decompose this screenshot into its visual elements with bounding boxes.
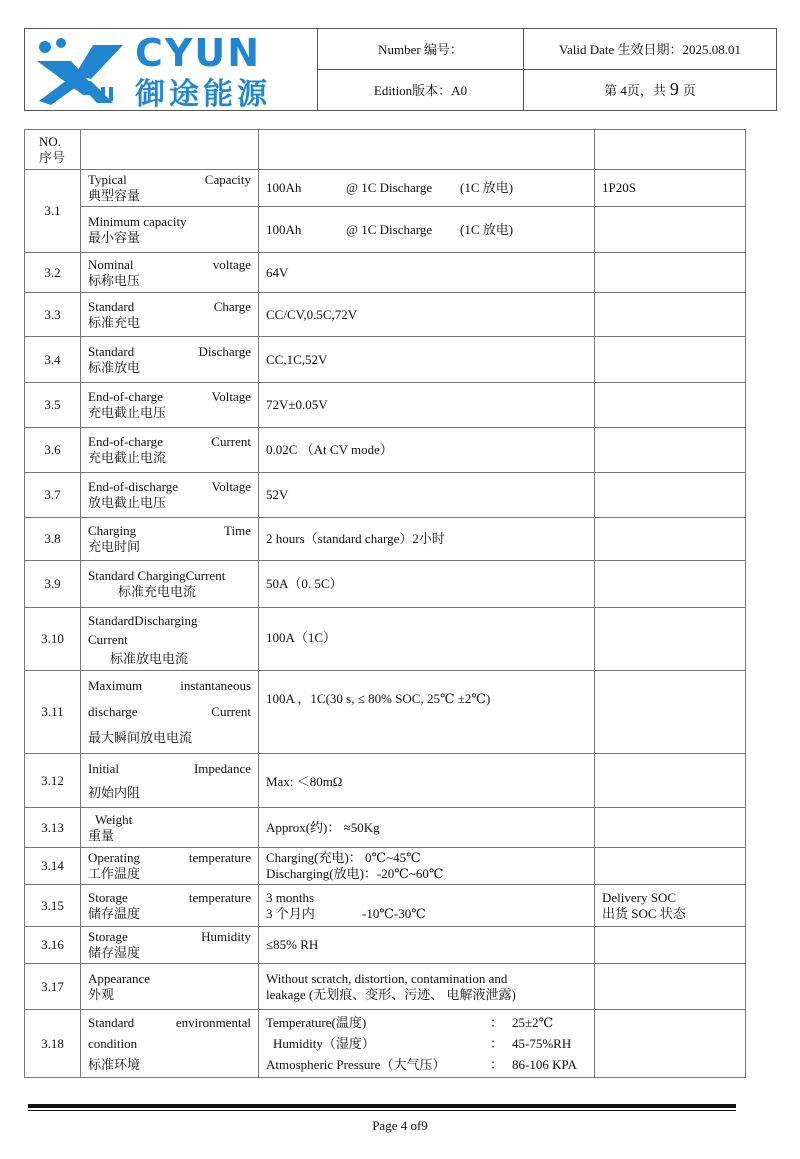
item-en: Storage bbox=[88, 929, 128, 944]
page-suffix: 页 bbox=[682, 83, 696, 99]
page-count-field bbox=[523, 70, 776, 111]
value-part: -10℃-30℃ bbox=[362, 905, 426, 921]
number-field: Number 编号： bbox=[318, 29, 523, 70]
table-row bbox=[25, 754, 746, 808]
row-value: Max: ＜80mΩ bbox=[259, 754, 595, 808]
item-en: Storage bbox=[88, 889, 128, 905]
footer-rule-thick bbox=[28, 1104, 736, 1108]
item-en: Current bbox=[88, 631, 128, 647]
item-cn: 充电截止电流 bbox=[88, 450, 167, 465]
row-value: CC,1C,52V bbox=[259, 337, 595, 383]
item-en: voltage bbox=[212, 256, 251, 272]
table-row bbox=[25, 1010, 746, 1078]
item-en: Standard bbox=[88, 298, 135, 314]
item-cn: 标准环境 bbox=[88, 1057, 141, 1072]
table-row bbox=[25, 561, 746, 608]
item-en: temperature bbox=[188, 889, 251, 905]
item-en: Maximum bbox=[88, 678, 143, 693]
item-en: Capacity bbox=[204, 172, 251, 187]
page-total: 9 bbox=[669, 79, 679, 100]
row-note bbox=[595, 473, 746, 518]
row-value bbox=[259, 964, 595, 1010]
row-number: 3.1 bbox=[25, 170, 81, 253]
item-en: End-of-discharge bbox=[88, 479, 179, 494]
specification-table bbox=[24, 129, 746, 1078]
item-cn: 充电时间 bbox=[88, 539, 141, 554]
item-en: Operating bbox=[88, 850, 140, 865]
row-note bbox=[595, 383, 746, 428]
table-row bbox=[25, 337, 746, 383]
table-row bbox=[25, 848, 746, 885]
item-cn: 重量 bbox=[88, 827, 115, 843]
row-note bbox=[595, 561, 746, 608]
row-number: 3.2 bbox=[25, 253, 81, 293]
item-en: Appearance bbox=[88, 970, 151, 986]
row-note bbox=[595, 207, 746, 253]
item-en: Impedance bbox=[193, 760, 251, 776]
value-part: @ 1C Discharge bbox=[346, 221, 433, 237]
row-value: 2 hours（standard charge）2小时 bbox=[259, 518, 595, 561]
item-en: Time bbox=[224, 523, 251, 538]
value-part: @ 1C Discharge bbox=[346, 180, 433, 195]
item-en: Voltage bbox=[211, 389, 251, 404]
row-note bbox=[595, 253, 746, 293]
row-number: 3.16 bbox=[25, 927, 81, 964]
row-note bbox=[595, 885, 746, 927]
note-line: 出货 SOC 状态 bbox=[602, 905, 686, 921]
item-en: Standard bbox=[88, 1015, 135, 1030]
row-number: 3.13 bbox=[25, 808, 81, 848]
row-value bbox=[259, 170, 595, 207]
row-note bbox=[595, 608, 746, 671]
row-item bbox=[81, 885, 259, 927]
row-item bbox=[81, 808, 259, 848]
row-number: 3.17 bbox=[25, 964, 81, 1010]
row-value: 72V±0.05V bbox=[259, 383, 595, 428]
row-note bbox=[595, 428, 746, 473]
row-item bbox=[81, 754, 259, 808]
item-cn: 标准充电电流 bbox=[118, 584, 197, 599]
item-cn: 标称电压 bbox=[88, 272, 141, 288]
row-item bbox=[81, 473, 259, 518]
row-number: 3.6 bbox=[25, 428, 81, 473]
row-value: 50A（0. 5C） bbox=[259, 561, 595, 608]
item-cn: 初始内阻 bbox=[88, 784, 141, 800]
header-note-cell bbox=[595, 130, 746, 170]
row-item bbox=[81, 253, 259, 293]
table-row bbox=[25, 428, 746, 473]
row-item bbox=[81, 293, 259, 337]
item-en: discharge bbox=[88, 704, 138, 719]
value-part: (1C 放电) bbox=[460, 180, 514, 195]
item-cn: 工作温度 bbox=[88, 866, 141, 881]
table-row bbox=[25, 608, 746, 671]
footer-page-number: Page 4 of9 bbox=[372, 1118, 428, 1133]
row-number: 3.5 bbox=[25, 383, 81, 428]
item-en: Standard bbox=[88, 343, 135, 359]
logo-mark-icon bbox=[31, 35, 131, 107]
item-en: Humidity bbox=[201, 929, 251, 944]
item-en: Typical bbox=[88, 172, 127, 187]
value-label: Temperature(温度) bbox=[266, 1015, 367, 1030]
row-note bbox=[595, 848, 746, 885]
table-row bbox=[25, 808, 746, 848]
row-note bbox=[595, 1010, 746, 1078]
item-cn: 最小容量 bbox=[88, 229, 141, 245]
header-no-cell bbox=[25, 130, 81, 170]
item-en: Standard ChargingCurrent bbox=[88, 568, 226, 583]
value-label: Humidity（湿度） bbox=[273, 1036, 375, 1051]
item-cn: 最大瞬间放电电流 bbox=[88, 730, 193, 745]
company-logo bbox=[25, 29, 318, 110]
page-prefix: 第 4页，共 bbox=[604, 83, 666, 99]
row-number: 3.7 bbox=[25, 473, 81, 518]
item-en: StandardDischarging bbox=[88, 612, 198, 628]
item-cn: 标准充电 bbox=[88, 314, 141, 330]
item-en: Nominal bbox=[88, 256, 134, 272]
item-en: Minimum capacity bbox=[88, 213, 187, 229]
table-row bbox=[25, 964, 746, 1010]
item-en: Initial bbox=[88, 760, 120, 776]
item-cn: 标准放电 bbox=[88, 359, 141, 375]
value-part: 86-106 KPA bbox=[512, 1057, 577, 1072]
item-cn: 放电截止电压 bbox=[88, 495, 167, 510]
row-value: 100A（1C） bbox=[259, 608, 595, 671]
row-value: Approx(约)： ≈50Kg bbox=[259, 808, 595, 848]
item-cn: 充电截止电压 bbox=[88, 405, 167, 420]
row-value: 100A ，1C(30 s, ≤ 80% SOC, 25℃ ±2℃) bbox=[259, 671, 595, 754]
table-row bbox=[25, 671, 746, 754]
row-value bbox=[259, 1010, 595, 1078]
row-item bbox=[81, 1010, 259, 1078]
value-part: 100Ah bbox=[266, 221, 302, 237]
table-row bbox=[25, 885, 746, 927]
row-item bbox=[81, 518, 259, 561]
item-en: Charging bbox=[88, 523, 137, 538]
item-cn: 储存温度 bbox=[88, 905, 141, 921]
header-item-cell bbox=[81, 130, 259, 170]
value-line: leakage (无划痕、变形、污迹、 电解液泄露) bbox=[266, 986, 516, 1002]
row-number: 3.3 bbox=[25, 293, 81, 337]
row-note bbox=[595, 518, 746, 561]
item-en: End-of-charge bbox=[88, 434, 163, 449]
value-part: 25±2℃ bbox=[512, 1015, 554, 1030]
row-note bbox=[595, 808, 746, 848]
footer-rule-thin bbox=[28, 1110, 736, 1111]
row-note bbox=[595, 754, 746, 808]
item-en: instantaneous bbox=[180, 678, 251, 693]
row-note bbox=[595, 293, 746, 337]
row-note bbox=[595, 671, 746, 754]
item-en: Current bbox=[211, 704, 251, 719]
row-number: 3.9 bbox=[25, 561, 81, 608]
document-header bbox=[24, 28, 777, 111]
table-row bbox=[25, 518, 746, 561]
row-item bbox=[81, 671, 259, 754]
row-value bbox=[259, 885, 595, 927]
row-value: ≤85% RH bbox=[259, 927, 595, 964]
row-item bbox=[81, 207, 259, 253]
row-note: 1P20S bbox=[595, 170, 746, 207]
row-number: 3.14 bbox=[25, 848, 81, 885]
item-en: Current bbox=[211, 434, 251, 449]
logo-wordmark: CYUN bbox=[135, 31, 262, 75]
row-number: 3.15 bbox=[25, 885, 81, 927]
row-item bbox=[81, 927, 259, 964]
table-row bbox=[25, 207, 746, 253]
header-value-cell bbox=[259, 130, 595, 170]
item-en: End-of-charge bbox=[88, 389, 163, 404]
row-item bbox=[81, 848, 259, 885]
value-label: Atmospheric Pressure（大气压） bbox=[266, 1057, 446, 1072]
row-item bbox=[81, 337, 259, 383]
table-header-row bbox=[25, 130, 746, 170]
table-row bbox=[25, 927, 746, 964]
value-line: Discharging(放电)：-20℃~60℃ bbox=[266, 866, 444, 881]
row-value: 52V bbox=[259, 473, 595, 518]
row-item bbox=[81, 608, 259, 671]
table-row bbox=[25, 253, 746, 293]
row-number: 3.8 bbox=[25, 518, 81, 561]
item-cn: 典型容量 bbox=[88, 188, 141, 203]
row-value bbox=[259, 207, 595, 253]
value-part: 45-75%RH bbox=[512, 1036, 572, 1051]
item-cn: 储存湿度 bbox=[88, 945, 141, 960]
table-row bbox=[25, 383, 746, 428]
row-item bbox=[81, 561, 259, 608]
note-line: Delivery SOC bbox=[602, 889, 677, 905]
table-row bbox=[25, 293, 746, 337]
row-number: 3.18 bbox=[25, 1010, 81, 1078]
row-number: 3.4 bbox=[25, 337, 81, 383]
row-note bbox=[595, 927, 746, 964]
row-note bbox=[595, 964, 746, 1010]
value-line: Charging(充电)： 0℃~45℃ bbox=[266, 850, 421, 865]
logo-chinese-name: 御途能源 bbox=[135, 77, 271, 112]
item-en: temperature bbox=[188, 850, 251, 865]
value-part: (1C 放电) bbox=[460, 221, 514, 237]
table-row bbox=[25, 473, 746, 518]
item-en: Charge bbox=[213, 298, 251, 314]
value-sep: ： bbox=[490, 1036, 504, 1051]
row-number: 3.12 bbox=[25, 754, 81, 808]
item-cn: 外观 bbox=[88, 986, 115, 1002]
row-note bbox=[595, 337, 746, 383]
item-en: Weight bbox=[95, 811, 133, 827]
value-sep: ： bbox=[490, 1015, 504, 1030]
header-no: NO. bbox=[39, 133, 62, 149]
item-en: environmental bbox=[175, 1015, 251, 1030]
value-line: Without scratch, distortion, contamination and bbox=[266, 970, 508, 986]
row-number: 3.10 bbox=[25, 608, 81, 671]
item-cn: 标准放电电流 bbox=[110, 650, 189, 666]
row-value: 0.02C （At CV mode） bbox=[259, 428, 595, 473]
row-value bbox=[259, 848, 595, 885]
item-en: Voltage bbox=[211, 479, 251, 494]
item-en: condition bbox=[88, 1036, 138, 1051]
row-item bbox=[81, 964, 259, 1010]
row-item bbox=[81, 383, 259, 428]
valid-date-field: Valid Date 生效日期：2025.08.01 bbox=[523, 29, 776, 70]
value-part: 3 个月内 bbox=[266, 905, 315, 921]
row-item bbox=[81, 428, 259, 473]
table-row bbox=[25, 170, 746, 207]
edition-field: Edition版本：A0 bbox=[373, 83, 468, 99]
item-en: Discharge bbox=[198, 343, 251, 359]
value-sep: ： bbox=[490, 1057, 504, 1072]
row-value: 64V bbox=[259, 253, 595, 293]
row-value: CC/CV,0.5C,72V bbox=[259, 293, 595, 337]
header-no-cn: 序号 bbox=[39, 149, 66, 165]
row-number: 3.11 bbox=[25, 671, 81, 754]
value-line: 3 months bbox=[266, 889, 315, 905]
row-item bbox=[81, 170, 259, 207]
value-part: 100Ah bbox=[266, 180, 302, 195]
